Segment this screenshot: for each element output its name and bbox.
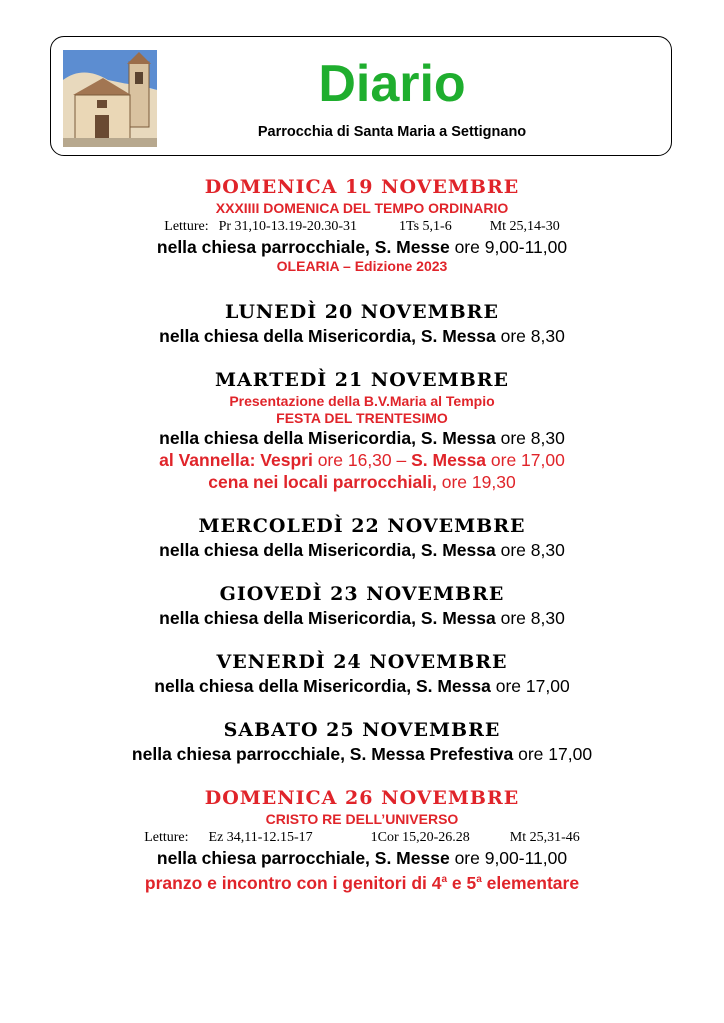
day-title: GIOVEDÌ 23 NOVEMBRE — [219, 583, 505, 605]
reading-2: 1Ts 5,1-6 — [399, 219, 452, 234]
reading-3: Mt 25,31-46 — [509, 830, 580, 845]
day-thursday-23 — [0, 581, 724, 629]
event-sup-2: a — [476, 874, 482, 885]
day-subtitle: CRISTO RE DELL’UNIVERSO — [265, 811, 459, 827]
day-title: DOMENICA 26 NOVEMBRE — [204, 787, 520, 809]
mass-time: ore 17,00 — [518, 744, 593, 764]
mass-line — [0, 427, 724, 449]
mass-place: nella chiesa della Misericordia, S. Messa — [159, 428, 496, 448]
vannella-vespri-time: ore 16,30 – — [317, 450, 407, 470]
mass-place: nella chiesa della Misericordia, S. Messa — [154, 676, 491, 696]
vannella-mass-time: ore 17,00 — [490, 450, 565, 470]
mass-place: nella chiesa della Misericordia, S. Messa — [159, 608, 496, 628]
mass-time: ore 8,30 — [500, 326, 565, 346]
mass-place: nella chiesa della Misericordia, S. Messa — [159, 540, 496, 560]
mass-line — [0, 743, 724, 765]
mass-line — [0, 847, 724, 869]
event-line: OLEARIA – Edizione 2023 — [276, 258, 448, 274]
mass-time: ore 17,00 — [495, 676, 570, 696]
dinner-place: cena nei locali parrocchiali, — [208, 472, 437, 492]
mass-line — [0, 607, 724, 629]
mass-time: ore 8,30 — [500, 428, 565, 448]
day-title: MARTEDÌ 21 NOVEMBRE — [214, 369, 510, 391]
dinner-time: ore 19,30 — [441, 472, 516, 492]
mass-place: nella chiesa parrocchiale, S. Messe — [156, 237, 450, 257]
event-text-c: elementare — [481, 872, 580, 893]
mass-line — [0, 236, 724, 258]
day-sunday-26 — [0, 785, 724, 894]
day-subtitle-2: FESTA DEL TRENTESIMO — [276, 410, 448, 426]
page-subtitle: Parrocchia di Santa Maria a Settignano — [257, 124, 527, 140]
day-friday-24 — [0, 649, 724, 697]
event-line — [0, 869, 724, 894]
readings — [0, 828, 724, 847]
day-title: VENERDÌ 24 NOVEMBRE — [216, 651, 508, 673]
day-subtitle: Presentazione della B.V.Maria al Tempio — [229, 393, 495, 409]
day-tuesday-21 — [0, 367, 724, 493]
day-wednesday-22 — [0, 513, 724, 561]
day-monday-20 — [0, 299, 724, 347]
day-title: MERCOLEDÌ 22 NOVEMBRE — [198, 515, 526, 537]
page-title: Diario — [318, 55, 466, 113]
day-saturday-25 — [0, 717, 724, 765]
reading-1: Ez 34,11-12.15-17 — [208, 830, 313, 845]
mass-place: nella chiesa parrocchiale, S. Messa Prefestiva — [131, 744, 514, 764]
day-title: SABATO 25 NOVEMBRE — [223, 719, 501, 741]
dinner-line — [0, 471, 724, 493]
event-text-b: e 5 — [447, 872, 477, 893]
readings — [0, 217, 724, 236]
day-title: DOMENICA 19 NOVEMBRE — [204, 176, 520, 198]
day-title: LUNEDÌ 20 NOVEMBRE — [225, 301, 499, 323]
readings-label: Letture: — [144, 830, 189, 845]
mass-place: nella chiesa della Misericordia, S. Messa — [159, 326, 496, 346]
day-sunday-19 — [0, 174, 724, 275]
mass-time: ore 8,30 — [500, 608, 565, 628]
mass-time: ore 9,00-11,00 — [454, 237, 568, 257]
vannella-line — [0, 449, 724, 471]
reading-2: 1Cor 15,20-26.28 — [370, 830, 470, 845]
mass-time: ore 8,30 — [500, 540, 565, 560]
readings-label: Letture: — [164, 219, 209, 234]
event-sup-1: a — [441, 874, 448, 885]
reading-3: Mt 25,14-30 — [489, 219, 560, 234]
event-text-a: pranzo e incontro con i genitori di 4 — [144, 872, 442, 893]
day-subtitle: XXXIIII DOMENICA DEL TEMPO ORDINARIO — [215, 200, 509, 216]
vannella-mass: S. Messa — [411, 450, 487, 470]
mass-line — [0, 325, 724, 347]
schedule — [0, 174, 724, 894]
reading-1: Pr 31,10-13.19-20.30-31 — [218, 219, 358, 234]
mass-line — [0, 539, 724, 561]
mass-time: ore 9,00-11,00 — [454, 848, 568, 868]
mass-line — [0, 675, 724, 697]
mass-place: nella chiesa parrocchiale, S. Messe — [156, 848, 450, 868]
vannella-vespri: al Vannella: Vespri — [159, 450, 313, 470]
